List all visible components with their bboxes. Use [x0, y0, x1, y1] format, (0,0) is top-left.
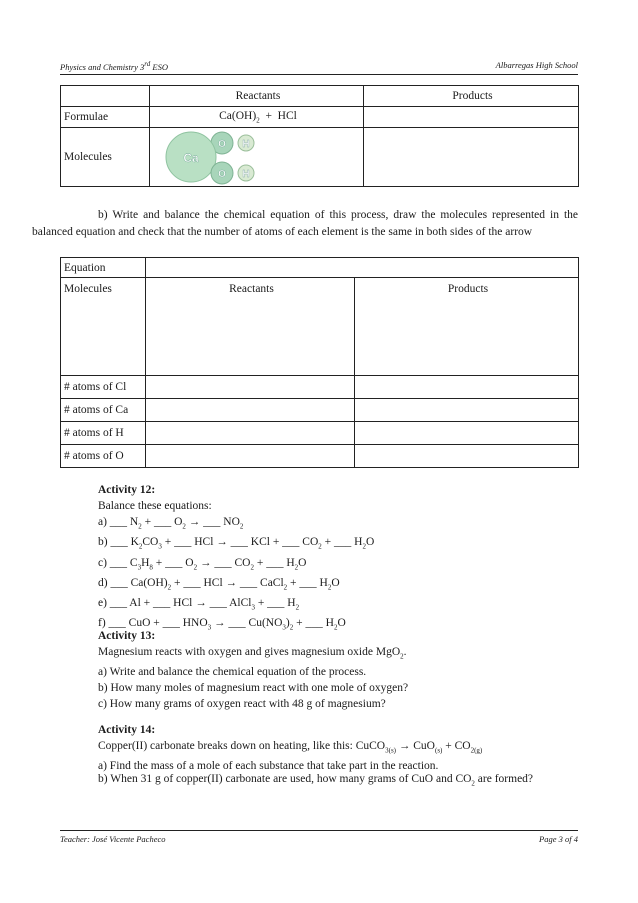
row-molecules: Molecules [61, 278, 146, 376]
equation-f: f) ___ CuO + ___ $HNO_3$ → ___ $Cu(NO_3)_2$ + ___ $H_2O$ [98, 617, 346, 632]
equation-a: a) ___ $N_2$ + ___ $O_2$ → ___ $NO_2$ [98, 516, 244, 531]
svg-text:H: H [242, 169, 250, 180]
equation-e: e) ___ Al + ___ HCl → ___ AlCl$_3$ + ___ $H_2$ [98, 597, 300, 612]
header-left: Physics and Chemistry 3rd ESO [60, 60, 168, 72]
activity-14-title: Activity 14: [98, 724, 156, 736]
footer-left: Teacher: José Vicente Pacheco [60, 834, 166, 844]
header-rule [60, 74, 578, 75]
row-molecules: Molecules [61, 128, 150, 187]
equation-d: d) ___ $Ca(OH)_2$ + ___ HCl → ___ CaCl$_2$ + ___ $H_2O$ [98, 576, 340, 592]
molecule-products-cell [364, 128, 579, 187]
activity-12 [98, 482, 374, 636]
row-atoms-cl: # atoms of Cl [61, 376, 146, 399]
activity-13-c: c) How many grams of oxygen react with 48 g of magnesium? [98, 698, 386, 711]
svg-text:O: O [218, 139, 226, 150]
footer-right: Page 3 of 4 [539, 834, 578, 844]
ca-atom [166, 132, 216, 182]
equation-b: b) ___ $K_2CO_3$ + ___ HCl → ___ KCl + ___ $CO_2$ + ___ $H_2O$ [98, 536, 375, 551]
header-right: Albarregas High School [495, 60, 578, 70]
row-atoms-ca: # atoms of Ca [61, 399, 146, 422]
activity-13-title: Activity 13: [98, 630, 156, 642]
h-atom-top [238, 135, 254, 151]
activity-13-b: b) How many moles of magnesium react with one mole of oxygen? [98, 682, 409, 695]
cell-atoms-ca-products[interactable] [355, 399, 579, 422]
activity-14-intro: Copper(II) carbonate breaks down on heating, like this: CuCO$_{3(s)}$ → $CuO_{(s)} + CO_{2(g)}$ [98, 740, 483, 755]
col-products: Products [364, 86, 579, 107]
equation-input-cell[interactable] [146, 258, 579, 278]
row-formulae: Formulae [61, 107, 150, 128]
row-atoms-h: # atoms of H [61, 422, 146, 445]
equation-c: c) ___ $C_3H_8$ + ___ $O_2$ → ___ $CO_2$ + ___ $H_2O$ [98, 556, 307, 571]
table-reaction [60, 85, 579, 187]
activity-14 [98, 722, 578, 774]
cell-atoms-h-products[interactable] [355, 422, 579, 445]
activity-13-intro: Magnesium reacts with oxygen and gives magnesium oxide MgO$_2$. [98, 646, 407, 661]
ca-oh2-molecule [160, 128, 260, 185]
instruction-paragraph: b) Write and balance the chemical equation of this process, draw the molecules represented in the balanced equation and check that the number of atoms of each element is the same in both sides of the arrow [32, 209, 578, 238]
activity-14-b: b) When 31 g of copper(II) carbonate are used, how many grams of CuO and $CO_2$ are formed? [98, 773, 534, 788]
cell-atoms-cl-products[interactable] [355, 376, 579, 399]
cell-atoms-o-products[interactable] [355, 445, 579, 468]
activity-13-a: a) Write and balance the chemical equation of the process. [98, 666, 367, 679]
svg-text:O: O [218, 169, 226, 180]
col-products: Products [355, 278, 579, 376]
cell-atoms-h-reactants[interactable] [146, 422, 355, 445]
cell-atoms-ca-reactants[interactable] [146, 399, 355, 422]
formula-products [364, 107, 579, 128]
cell-atoms-o-reactants[interactable] [146, 445, 355, 468]
activity-13 [98, 628, 408, 712]
activity-12-title: Activity 12: [98, 484, 156, 496]
table-equation [60, 257, 579, 468]
table-corner [61, 86, 150, 107]
col-reactants: Reactants [146, 278, 355, 376]
footer-rule [60, 830, 578, 831]
svg-text:Ca: Ca [183, 151, 199, 165]
molecule-cell [150, 128, 364, 187]
formula-reactants: $Ca(OH)_2$ + HCl [150, 107, 364, 128]
col-reactants: Reactants [150, 86, 364, 107]
row-atoms-o: # atoms of O [61, 445, 146, 468]
o-atom-bottom [211, 162, 233, 184]
cell-atoms-cl-reactants[interactable] [146, 376, 355, 399]
h-atom-bottom [238, 165, 254, 181]
svg-text:H: H [242, 139, 250, 150]
row-equation: Equation [61, 258, 146, 278]
activity-14-a: a) Find the mass of a mole of each substance that take part in the reaction. [98, 760, 439, 773]
activity-12-intro: Balance these equations: [98, 500, 212, 512]
